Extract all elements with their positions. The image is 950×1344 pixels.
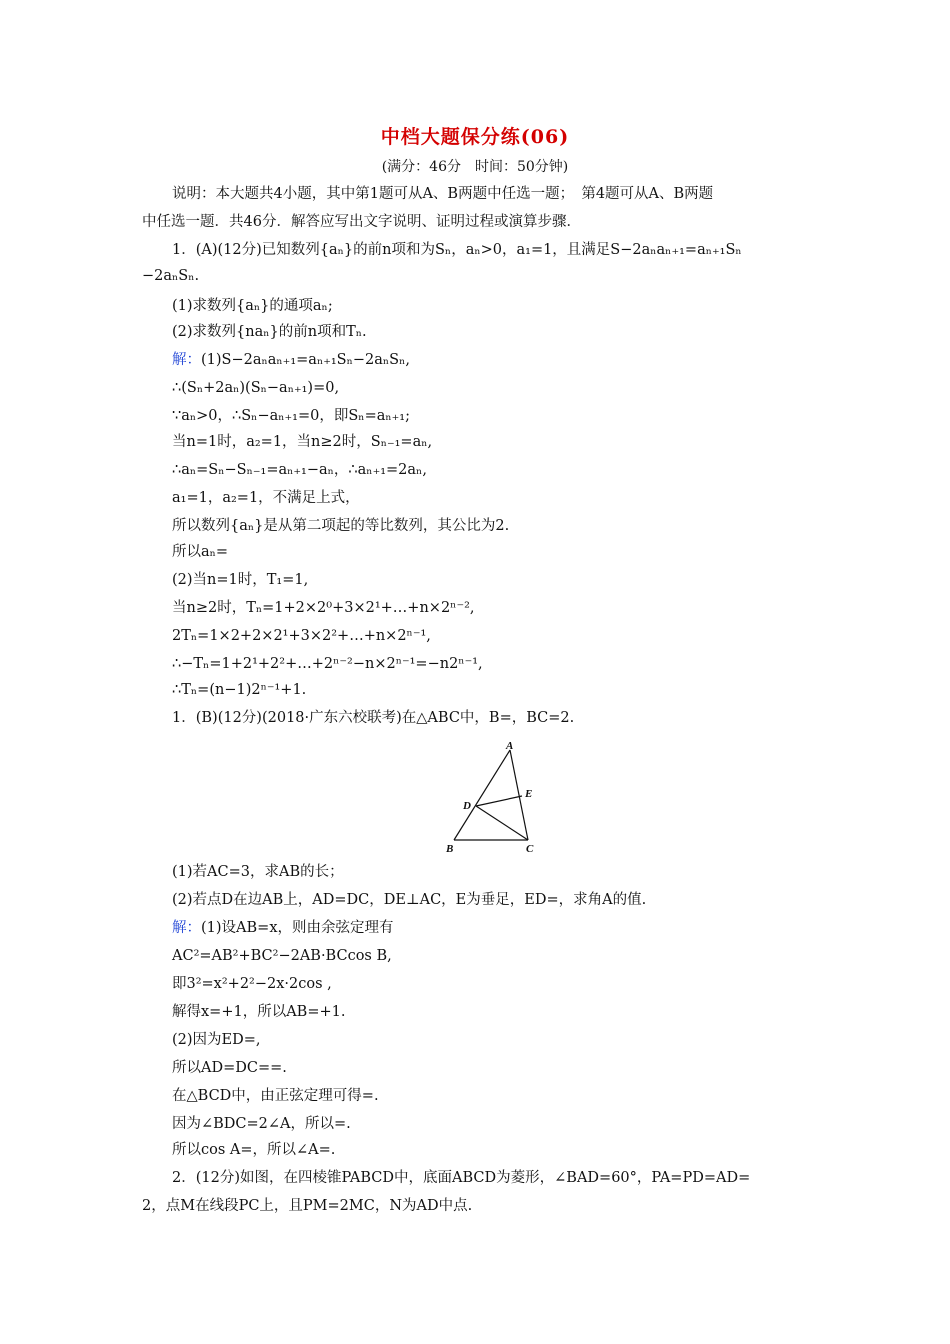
q1a-stem-2: −2aₙSₙ.	[142, 268, 200, 284]
q2-stem-1: 2．(12分)如图，在四棱锥PABCD中，底面ABCD为菱形，∠BAD=60°，PA=PD=AD=	[172, 1170, 751, 1186]
q1b-solution-1: 解：(1)设AB=x，则由余弦定理有	[172, 920, 394, 936]
edge-ab	[454, 750, 510, 840]
q1b-solution-3: 即3²=x²+2²−2x·2cos ,	[172, 976, 332, 992]
q1b-part-1: (1)若AC=3，求AB的长；	[172, 864, 344, 880]
q1a-solution-3: ∵aₙ>0，∴Sₙ−aₙ₊₁=0，即Sₙ=aₙ₊₁;	[172, 408, 410, 424]
page-subtitle: (满分：46分 时间：50分钟)	[381, 159, 569, 175]
q1b-solution-6: 所以AD=DC==.	[172, 1060, 287, 1076]
q1a-part-1: (1)求数列{aₙ}的通项aₙ;	[172, 298, 333, 314]
q1a-solution-11: 2Tₙ=1×2+2×2¹+3×2²+…+n×2ⁿ⁻¹,	[172, 628, 431, 644]
solution-label: 解：	[172, 920, 201, 936]
q1b-solution-8: 因为∠BDC=2∠A，所以=.	[172, 1116, 351, 1132]
segment-de	[476, 796, 522, 806]
q1a-part-2: (2)求数列{naₙ}的前n项和Tₙ.	[172, 324, 367, 340]
q1a-solution-12: ∴−Tₙ=1+2¹+2²+…+2ⁿ⁻²−n×2ⁿ⁻¹=−n2ⁿ⁻¹,	[172, 656, 483, 672]
triangle-figure	[440, 740, 550, 858]
q1a-solution-5: ∴aₙ=Sₙ−Sₙ₋₁=aₙ₊₁−aₙ，∴aₙ₊₁=2aₙ,	[172, 462, 427, 478]
intro-line-2: 中任选一题．共46分．解答应写出文字说明、证明过程或演算步骤．	[142, 214, 581, 230]
q1b-solution-4: 解得x=+1，所以AB=+1.	[172, 1004, 346, 1020]
q1a-solution-13: ∴Tₙ=(n−1)2ⁿ⁻¹+1.	[172, 682, 307, 698]
q1a-solution-9: (2)当n=1时，T₁=1,	[172, 572, 309, 588]
q1a-solution-10: 当n≥2时，Tₙ=1+2×2⁰+3×2¹+…+n×2ⁿ⁻²,	[172, 600, 475, 616]
intro-line-1: 说明：本大题共4小题，其中第1题可从A、B两题中任选一题； 第4题可从A、B两题	[172, 186, 714, 202]
segment-dc	[476, 806, 528, 840]
q1a-stem-1: 1．(A)(12分)已知数列{aₙ}的前n项和为Sₙ，aₙ>0，a₁=1，且满足S−2aₙaₙ₊₁=aₙ₊₁Sₙ	[172, 242, 742, 258]
q1b-solution-7: 在△BCD中，由正弦定理可得=.	[172, 1088, 379, 1104]
q1b-solution-5: (2)因为ED=,	[172, 1032, 261, 1048]
q1b-stem: 1．(B)(12分)(2018·广东六校联考)在△ABC中，B=，BC=2.	[172, 710, 575, 726]
q1a-solution-6: a₁=1，a₂=1，不满足上式，	[172, 490, 360, 506]
q1a-solution-8: 所以aₙ=	[172, 544, 229, 560]
label-d: D	[463, 800, 471, 812]
q2-stem-2: 2，点M在线段PC上，且PM=2MC，N为AD中点.	[142, 1198, 473, 1214]
label-a: A	[506, 740, 514, 752]
q1b-solution-9: 所以cos A=，所以∠A=.	[172, 1142, 336, 1158]
label-b: B	[446, 843, 454, 855]
label-c: C	[526, 843, 534, 855]
q1a-solution-1: 解：(1)S−2aₙaₙ₊₁=aₙ₊₁Sₙ−2aₙSₙ,	[172, 352, 410, 368]
q1b-solution-2: AC²=AB²+BC²−2AB·BCcos B,	[172, 948, 392, 964]
q1a-solution-4: 当n=1时，a₂=1，当n≥2时，Sₙ₋₁=aₙ,	[172, 434, 433, 450]
solution-label: 解：	[172, 352, 201, 368]
label-e: E	[525, 788, 533, 800]
q1a-solution-2: ∴(Sₙ+2aₙ)(Sₙ−aₙ₊₁)=0,	[172, 380, 340, 396]
q1b-part-2: (2)若点D在边AB上，AD=DC，DE⊥AC，E为垂足，ED=，求角A的值.	[172, 892, 647, 908]
page-title: 中档大题保分练(06)	[380, 126, 570, 148]
q1a-solution-7: 所以数列{aₙ}是从第二项起的等比数列，其公比为2.	[172, 518, 510, 534]
